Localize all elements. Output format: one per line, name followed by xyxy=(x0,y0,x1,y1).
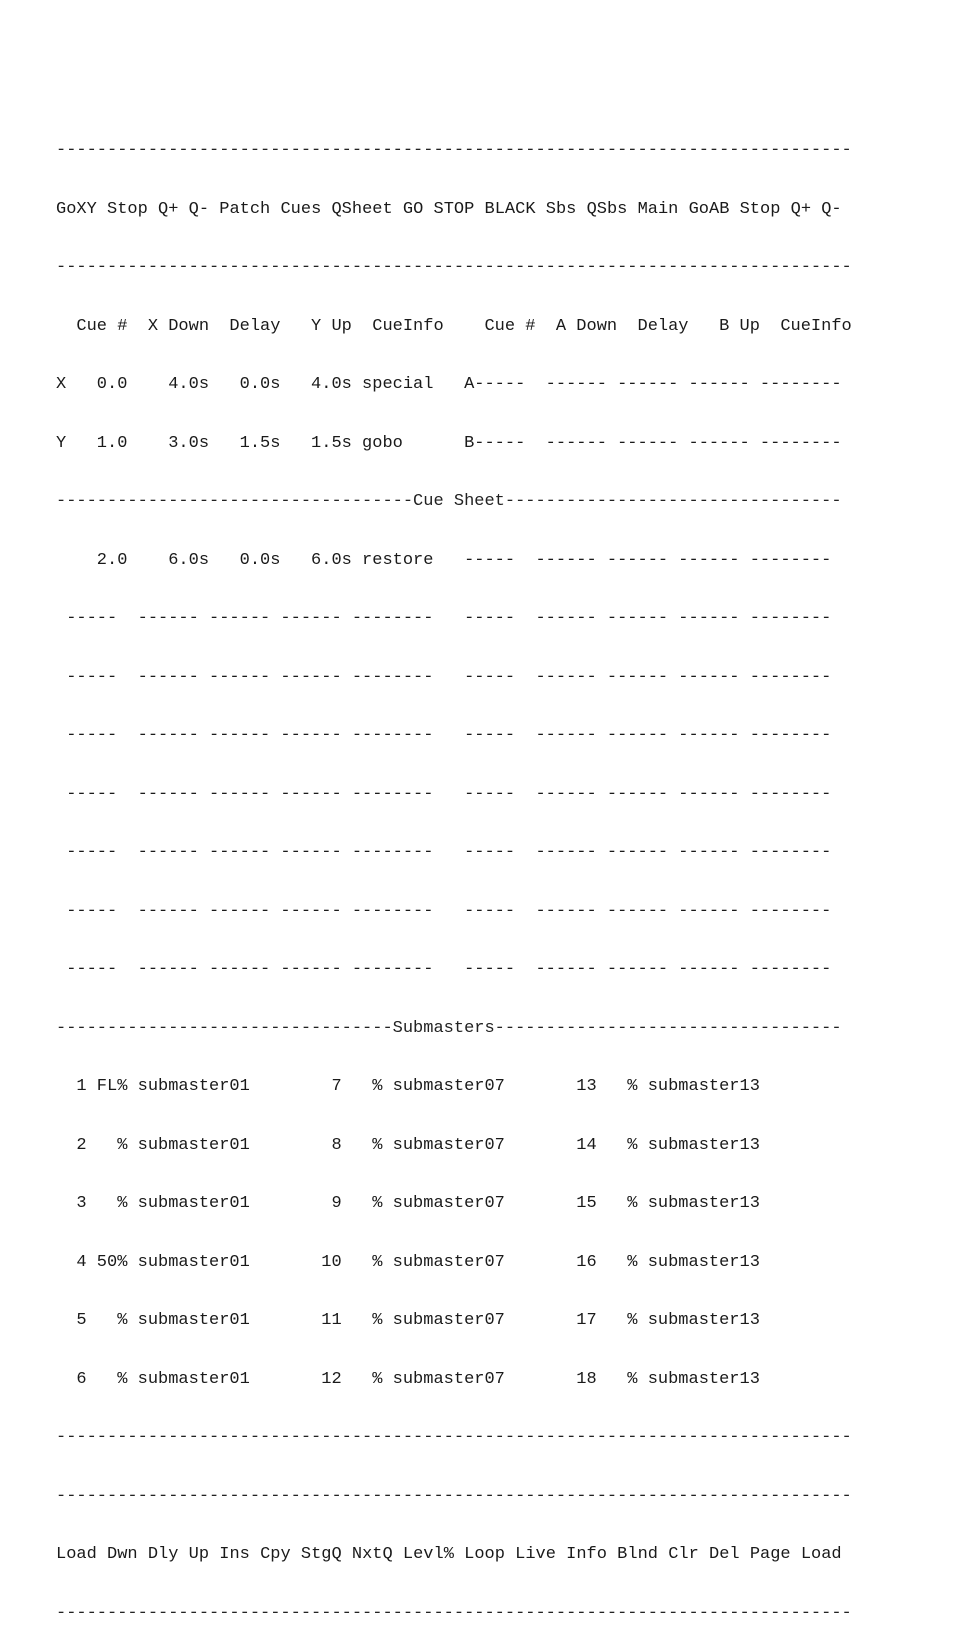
key-live[interactable]: Live xyxy=(515,1545,556,1564)
cue-sheet-row: ----- ------ ------ ------ -------- ----- ------ ------ ------ -------- xyxy=(56,667,832,687)
key-q-plus-ab[interactable]: Q+ xyxy=(790,199,812,219)
key-blnd[interactable]: Blnd xyxy=(617,1545,658,1564)
key-black[interactable]: BLACK xyxy=(484,199,536,219)
key-cpy[interactable]: Cpy xyxy=(260,1545,291,1564)
key-load[interactable]: Load xyxy=(56,1545,97,1564)
playback-row-x: X 0.0 4.0s 0.0s 4.0s special A----- ------ ------ ------ -------- xyxy=(56,375,842,394)
top-function-key-bar xyxy=(56,200,852,220)
submasters-bottom-rule: ------------------------------------------------------------------------------ xyxy=(56,1428,852,1447)
key-up[interactable]: Up xyxy=(188,1545,210,1564)
cue-sheet-row: ----- ------ ------ ------ -------- ----- ------ ------ ------ -------- xyxy=(56,960,832,979)
submaster-row: 6 % submaster01 12 % submaster07 18 % submaster13 xyxy=(56,1369,760,1389)
key-go[interactable]: GO xyxy=(402,199,424,219)
key-goxy[interactable]: GoXY xyxy=(56,199,97,219)
cue-sheet-row: ----- ------ ------ ------ -------- ----- ------ ------ ------ -------- xyxy=(56,901,832,921)
key-del[interactable]: Del xyxy=(709,1545,740,1564)
key-qsbs[interactable]: QSbs xyxy=(586,199,628,219)
key-stgq[interactable]: StgQ xyxy=(300,1545,342,1564)
key-patch[interactable]: Patch xyxy=(219,199,271,219)
header-rule: ------------------------------------------------------------------------------ xyxy=(56,258,852,277)
submaster-row: 3 % submaster01 9 % submaster07 15 % submaster13 xyxy=(56,1194,760,1213)
key-goab[interactable]: GoAB xyxy=(688,199,730,219)
key-q-minus-ab[interactable]: Q- xyxy=(821,199,842,219)
cue-sheet-row: ----- ------ ------ ------ -------- ----- ------ ------ ------ -------- xyxy=(56,784,832,804)
submasters-divider: ---------------------------------Submasters---------------------------------- xyxy=(56,1018,842,1038)
terminal-screen xyxy=(56,102,852,1643)
key-main[interactable]: Main xyxy=(637,199,679,219)
submaster-row: 5 % submaster01 11 % submaster07 17 % submaster13 xyxy=(56,1311,760,1330)
key-nxtq[interactable]: NxtQ xyxy=(351,1545,393,1564)
footer-top-rule: ------------------------------------------------------------------------------ xyxy=(56,1486,852,1506)
key-dwn[interactable]: Dwn xyxy=(107,1545,138,1564)
cue-sheet-row: 2.0 6.0s 0.0s 6.0s restore ----- ------ ------ ------ -------- xyxy=(56,550,832,570)
cue-sheet-row: ----- ------ ------ ------ -------- ----- ------ ------ ------ -------- xyxy=(56,843,832,862)
key-dly[interactable]: Dly xyxy=(147,1545,179,1564)
key-qsheet[interactable]: QSheet xyxy=(331,199,393,219)
key-levl[interactable]: Levl% xyxy=(402,1545,454,1564)
bottom-function-key-bar xyxy=(56,1545,852,1565)
key-ins[interactable]: Ins xyxy=(219,1545,250,1564)
key-q-minus-xy[interactable]: Q- xyxy=(188,199,210,219)
cue-sheet-row: ----- ------ ------ ------ -------- ----- ------ ------ ------ -------- xyxy=(56,726,832,745)
key-stop-ab[interactable]: Stop xyxy=(739,199,781,219)
key-cues[interactable]: Cues xyxy=(280,199,322,219)
top-rule: ------------------------------------------------------------------------------ xyxy=(56,141,852,160)
key-load-2[interactable]: Load xyxy=(800,1545,842,1564)
footer-bottom-rule: ------------------------------------------------------------------------------ xyxy=(56,1603,852,1623)
key-clr[interactable]: Clr xyxy=(668,1545,699,1564)
cue-sheet-divider: -----------------------------------Cue Sheet--------------------------------- xyxy=(56,492,842,511)
playback-header: Cue # X Down Delay Y Up CueInfo Cue # A Down Delay B Up CueInfo xyxy=(56,316,852,336)
cue-sheet-row: ----- ------ ------ ------ -------- ----- ------ ------ ------ -------- xyxy=(56,609,832,628)
key-loop[interactable]: Loop xyxy=(464,1545,505,1564)
submaster-row: 4 50% submaster01 10 % submaster07 16 % submaster13 xyxy=(56,1252,760,1272)
submaster-row: 1 FL% submaster01 7 % submaster07 13 % submaster13 xyxy=(56,1077,760,1096)
key-stop[interactable]: STOP xyxy=(433,199,475,219)
key-sbs[interactable]: Sbs xyxy=(545,199,577,219)
key-q-plus-xy[interactable]: Q+ xyxy=(158,199,179,219)
key-stop-xy[interactable]: Stop xyxy=(107,199,148,219)
key-page[interactable]: Page xyxy=(749,1545,791,1564)
submaster-row: 2 % submaster01 8 % submaster07 14 % submaster13 xyxy=(56,1135,760,1155)
key-info[interactable]: Info xyxy=(566,1545,607,1564)
playback-row-y: Y 1.0 3.0s 1.5s 1.5s gobo B----- ------ ------ ------ -------- xyxy=(56,433,842,453)
